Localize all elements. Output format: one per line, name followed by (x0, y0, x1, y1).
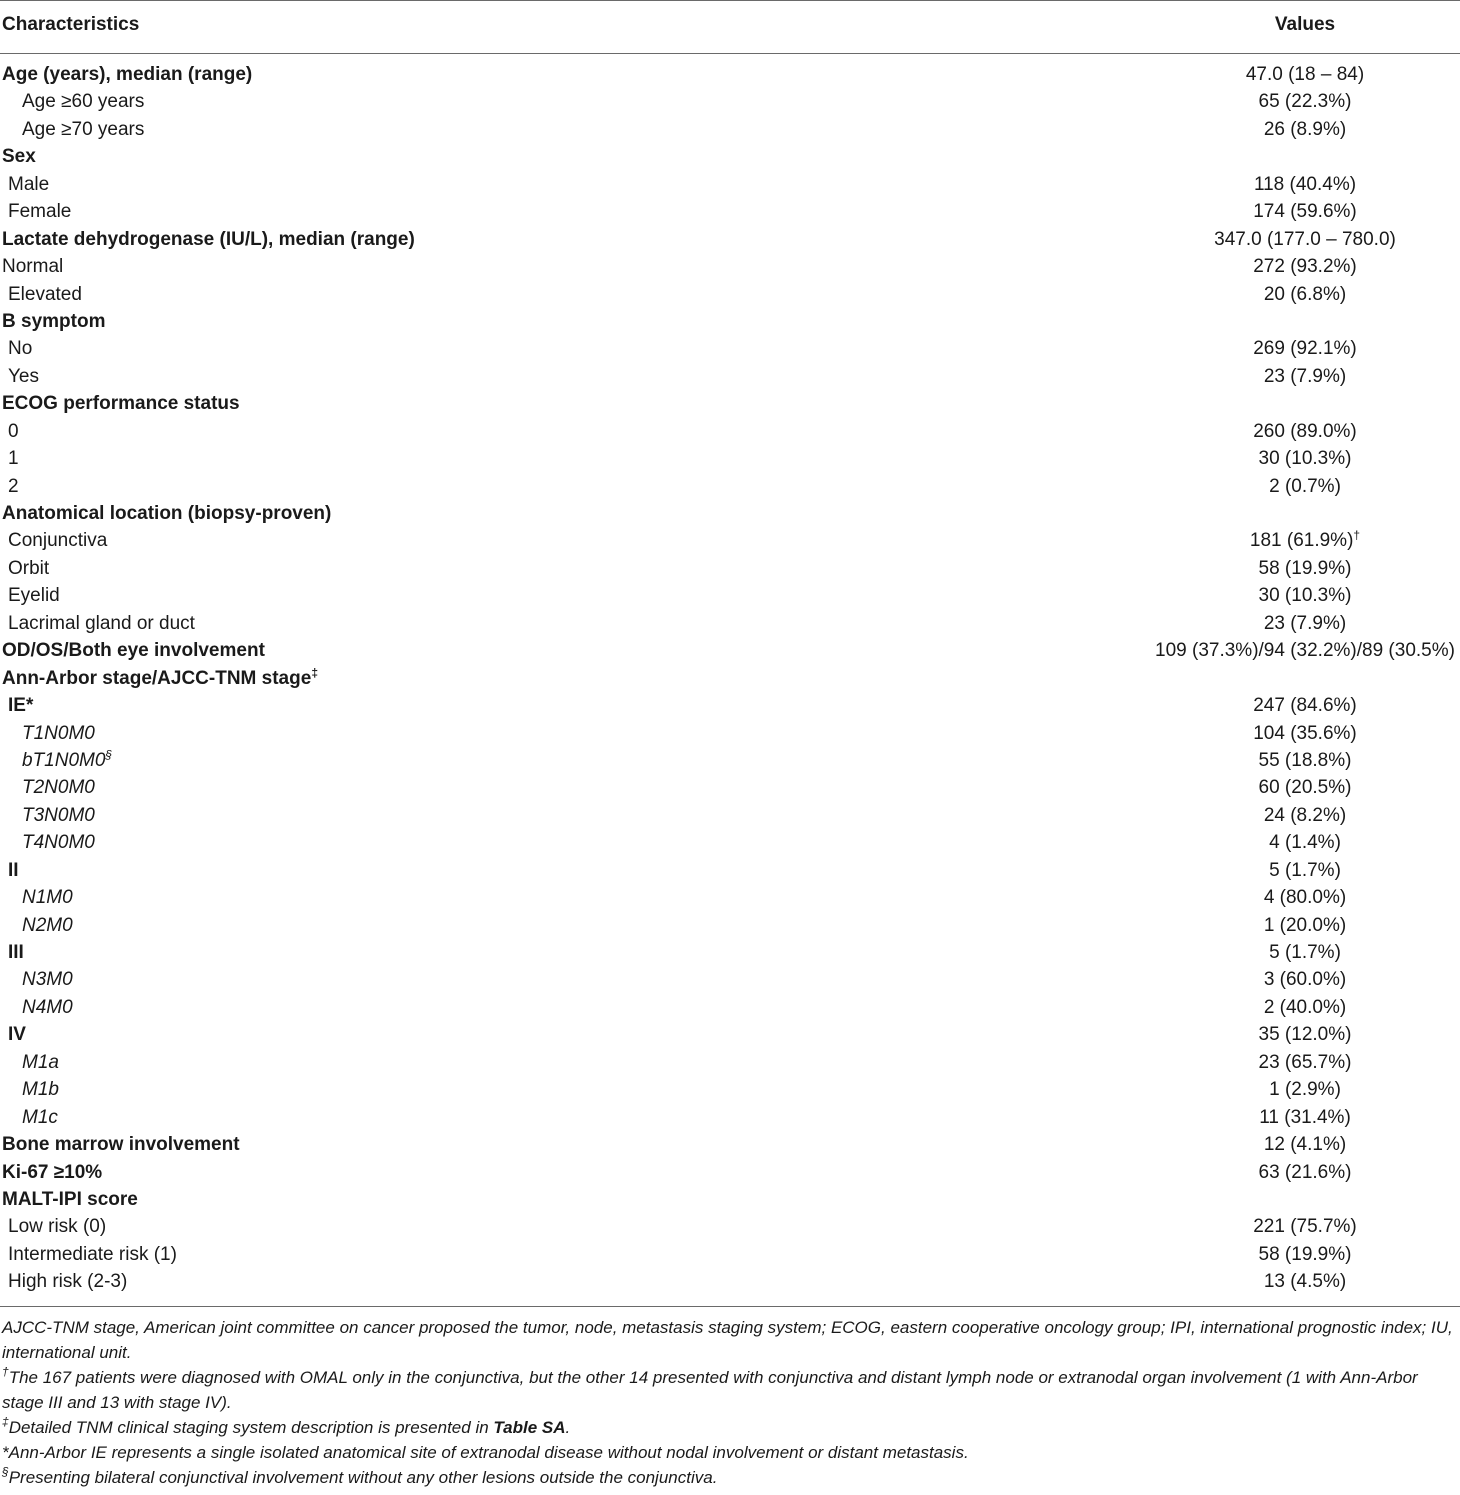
table-row (0, 1104, 1460, 1131)
row-value (1130, 1268, 1460, 1295)
row-value (1130, 445, 1460, 472)
row-label (22, 747, 112, 774)
footnote-abbreviations: AJCC-TNM stage, American joint committee on cancer proposed the tumor, node, metastasis staging system; ECOG, eastern cooperative oncology group; IPI, international prognostic index; IU, international unit. (2, 1318, 1453, 1362)
row-label-text: High risk (2-3) (8, 1271, 128, 1293)
row-label-text: Female (8, 201, 72, 223)
row-value (1130, 912, 1460, 939)
row-value-text: 23 (65.7%) (1258, 1051, 1352, 1073)
row-value (1130, 171, 1460, 198)
row-label-text: 0 (8, 420, 19, 442)
table-row (0, 308, 1460, 335)
table-row (0, 171, 1460, 198)
row-label (8, 1268, 127, 1295)
row-value (1130, 720, 1460, 747)
row-label-text: Sex (2, 146, 36, 168)
row-value (1130, 88, 1460, 115)
table-row (0, 253, 1460, 280)
row-label-text: III (8, 942, 24, 963)
row-value-text: 26 (8.9%) (1263, 118, 1347, 140)
row-value (1130, 418, 1460, 445)
table-row (0, 884, 1460, 911)
row-label-text: N1M0 (22, 887, 73, 909)
row-label (8, 171, 49, 198)
table-row (0, 226, 1460, 253)
table-row (0, 1159, 1460, 1186)
row-value (1130, 610, 1460, 637)
footnote-double-dagger-text: Detailed TNM clinical staging system description is presented in (8, 1418, 494, 1437)
row-label (22, 966, 73, 993)
table-row (0, 857, 1460, 884)
row-label-text: Age ≥70 years (22, 118, 145, 140)
row-value (1130, 1104, 1460, 1131)
table-row (0, 418, 1460, 445)
row-label (2, 1186, 138, 1213)
row-value-text: 269 (92.1%) (1253, 338, 1357, 360)
header-values: Values (1274, 14, 1336, 35)
row-value-text: 104 (35.6%) (1253, 722, 1357, 744)
row-value (1130, 994, 1460, 1021)
row-label-text: MALT-IPI score (2, 1188, 138, 1210)
row-value-text: 1 (20.0%) (1263, 914, 1347, 936)
row-label (2, 637, 265, 664)
table-row (0, 143, 1460, 170)
row-label (22, 720, 95, 747)
row-label-text: N4M0 (22, 996, 73, 1018)
row-label (8, 281, 82, 308)
row-label-text: Male (8, 173, 50, 195)
row-value (1130, 1049, 1460, 1076)
row-label (8, 335, 32, 362)
row-value-text: 35 (12.0%) (1258, 1024, 1352, 1046)
row-label (8, 198, 71, 225)
row-value-text: 30 (10.3%) (1258, 448, 1352, 470)
row-label (2, 226, 415, 253)
row-value (1130, 198, 1460, 225)
row-label (8, 1213, 106, 1240)
row-label-text: Eyelid (8, 585, 60, 607)
table-footnotes (2, 1315, 1458, 1490)
row-label (8, 418, 19, 445)
table-row (0, 802, 1460, 829)
footnote-double-dagger (2, 1415, 1458, 1440)
row-label-text: M1a (22, 1051, 59, 1073)
table-row (0, 335, 1460, 362)
row-value-text: 118 (40.4%) (1253, 173, 1357, 195)
row-label-text: IE* (8, 695, 34, 717)
row-value-text: 4 (1.4%) (1269, 832, 1341, 854)
row-label-text: Low risk (0) (8, 1216, 107, 1238)
row-label (8, 857, 19, 884)
row-label (8, 527, 107, 554)
table-row (0, 774, 1460, 801)
row-label-text: Bone marrow involvement (2, 1134, 240, 1156)
row-label-text: II (8, 859, 19, 881)
row-value (1130, 473, 1460, 500)
row-label (2, 143, 36, 170)
row-label-text: Age (years), median (range) (2, 64, 253, 85)
row-value-text: 63 (21.6%) (1258, 1161, 1352, 1183)
row-label (22, 884, 73, 911)
table-row (0, 500, 1460, 527)
row-label (8, 1241, 177, 1268)
footnote-section-text: Presenting bilateral conjunctival involvement without any other lesions outside the conjunctiva. (8, 1468, 718, 1487)
row-value (1130, 1241, 1460, 1268)
table-row (0, 281, 1460, 308)
row-value (1130, 1076, 1460, 1103)
section-mark: § (2, 1465, 9, 1479)
row-label-text: Lactate dehydrogenase (IU/L), median (range) (2, 228, 415, 250)
row-value (1130, 582, 1460, 609)
footnote-asterisk: *Ann-Arbor IE represents a single isolated anatomical site of extranodal disease without nodal involvement or distant metastasis. (2, 1443, 969, 1462)
row-label-text: T3N0M0 (22, 804, 95, 826)
row-label-text: 1 (8, 448, 19, 470)
table-row (0, 912, 1460, 939)
table-row (0, 390, 1460, 417)
row-label-text: Ann-Arbor stage/AJCC-TNM stage (2, 667, 312, 689)
table-row (0, 1131, 1460, 1158)
footnote-dagger (2, 1365, 1458, 1415)
table-row (0, 1213, 1460, 1240)
table-header-row (0, 12, 1460, 42)
row-label-text: Ki-67 ≥10% (2, 1161, 103, 1183)
row-label-text: T2N0M0 (22, 777, 95, 799)
row-label (8, 555, 49, 582)
row-value-text: 20 (6.8%) (1263, 283, 1347, 305)
row-value (1130, 802, 1460, 829)
row-label-text: N3M0 (22, 969, 73, 991)
row-value-text: 260 (89.0%) (1253, 420, 1357, 442)
row-value-text: 109 (37.3%)/94 (32.2%)/89 (30.5%) (1155, 640, 1455, 662)
row-label-text: M1c (22, 1106, 58, 1128)
row-label (22, 802, 95, 829)
row-value (1130, 1213, 1460, 1240)
row-label-text: Conjunctiva (8, 530, 108, 552)
row-label (2, 1159, 102, 1186)
row-value-text: 58 (19.9%) (1258, 1243, 1352, 1265)
row-label (2, 308, 105, 335)
table-row (0, 1049, 1460, 1076)
row-label-text: 2 (8, 475, 19, 497)
row-value (1130, 939, 1460, 966)
row-label (22, 88, 144, 115)
row-value-text: 2 (0.7%) (1269, 475, 1341, 497)
table-row (0, 939, 1460, 966)
row-label (22, 829, 95, 856)
row-value (1130, 61, 1460, 88)
row-label (8, 692, 33, 719)
row-value (1130, 966, 1460, 993)
table-bottom-rule (0, 1306, 1460, 1307)
row-value (1130, 774, 1460, 801)
row-label-text: M1b (22, 1079, 59, 1101)
row-value (1130, 829, 1460, 856)
row-label (22, 994, 73, 1021)
row-value (1130, 555, 1460, 582)
row-label-text: T4N0M0 (22, 832, 95, 854)
row-value-text: 5 (1.7%) (1269, 942, 1341, 963)
header-characteristics: Characteristics (2, 14, 140, 35)
row-label (2, 1131, 240, 1158)
row-value-text: 12 (4.1%) (1263, 1134, 1347, 1156)
row-label (8, 582, 60, 609)
row-label-text: Lacrimal gland or duct (8, 612, 195, 634)
row-value (1130, 692, 1460, 719)
row-label-text: IV (8, 1024, 26, 1046)
row-value (1130, 884, 1460, 911)
row-value-text: 3 (60.0%) (1263, 969, 1347, 991)
table-row (0, 363, 1460, 390)
row-label-text: Anatomical location (biopsy-proven) (2, 503, 332, 524)
row-value (1130, 363, 1460, 390)
row-value-text: 2 (40.0%) (1263, 996, 1347, 1018)
row-value-text: 60 (20.5%) (1258, 777, 1352, 799)
table-row (0, 1021, 1460, 1048)
row-label (8, 1021, 26, 1048)
row-value-text: 1 (2.9%) (1269, 1079, 1341, 1101)
row-value-text: 347.0 (177.0 – 780.0) (1214, 228, 1396, 250)
row-value-footnote-mark: † (1353, 528, 1361, 543)
table-row (0, 747, 1460, 774)
table-row (0, 610, 1460, 637)
row-value-text: 13 (4.5%) (1263, 1271, 1347, 1293)
row-value-text: 5 (1.7%) (1269, 859, 1341, 881)
table-row (0, 692, 1460, 719)
row-label (8, 939, 24, 966)
row-value (1130, 747, 1460, 774)
row-label-text: Normal (2, 256, 64, 278)
row-value-text: 58 (19.9%) (1258, 557, 1352, 579)
table-row (0, 720, 1460, 747)
row-label-text: B symptom (2, 310, 106, 332)
table-header-rule (0, 53, 1460, 54)
row-value-text: 11 (31.4%) (1259, 1106, 1351, 1128)
row-label (22, 912, 73, 939)
row-label (8, 473, 19, 500)
row-value-text: 24 (8.2%) (1263, 804, 1347, 826)
row-value (1130, 253, 1460, 280)
row-value-text: 247 (84.6%) (1253, 695, 1357, 717)
table-row (0, 665, 1460, 692)
row-label (8, 610, 195, 637)
row-label (22, 1049, 59, 1076)
row-value (1130, 116, 1460, 143)
table-row (0, 829, 1460, 856)
row-label (8, 445, 19, 472)
row-value-text: 47.0 (18 – 84) (1245, 64, 1365, 85)
row-value (1130, 1021, 1460, 1048)
table-row (0, 1186, 1460, 1213)
row-label-text: ECOG performance status (2, 393, 240, 415)
table-row (0, 61, 1460, 88)
footnote-double-dagger-end: . (565, 1418, 571, 1437)
table-row (0, 198, 1460, 225)
row-value (1130, 857, 1460, 884)
table-sa-link[interactable]: Table SA (493, 1418, 566, 1437)
table-row (0, 473, 1460, 500)
footnote-section (2, 1465, 1458, 1490)
row-value-text: 23 (7.9%) (1263, 365, 1347, 387)
row-value-text: 181 (61.9%) (1249, 530, 1354, 552)
row-label-text: N2M0 (22, 914, 73, 936)
row-label (2, 665, 318, 692)
table-row (0, 527, 1460, 554)
table-row (0, 1241, 1460, 1268)
table-row (0, 445, 1460, 472)
table-row (0, 637, 1460, 664)
row-value (1130, 281, 1460, 308)
row-value-text: 4 (80.0%) (1263, 887, 1347, 909)
row-value-text: 30 (10.3%) (1258, 585, 1352, 607)
row-label-text: Intermediate risk (1) (8, 1243, 177, 1265)
table-row (0, 116, 1460, 143)
row-value-text: 23 (7.9%) (1263, 612, 1347, 634)
table-top-rule (0, 0, 1460, 1)
table-row (0, 994, 1460, 1021)
row-label-text: T1N0M0 (22, 722, 95, 744)
row-value (1130, 226, 1460, 253)
row-value (1130, 1131, 1460, 1158)
row-value-text: 272 (93.2%) (1253, 256, 1357, 278)
row-label-footnote-mark: ‡ (311, 665, 318, 680)
table-row (0, 88, 1460, 115)
row-label-text: bT1N0M0 (22, 749, 106, 771)
row-value-text: 221 (75.7%) (1253, 1216, 1357, 1238)
row-label (2, 390, 240, 417)
dagger-mark: † (2, 1365, 9, 1379)
row-label (2, 253, 63, 280)
table-row (0, 1076, 1460, 1103)
table-body (0, 61, 1460, 1296)
footnote-dagger-text: The 167 patients were diagnosed with OMAL only in the conjunctiva, but the other 14 presented with conjunctiva and distant lymph node or extranodal organ involvement (1 with Ann-Arbor stage III and 13 with stage IV). (2, 1368, 1418, 1412)
table-row (0, 582, 1460, 609)
double-dagger-mark: ‡ (2, 1415, 9, 1429)
table-row (0, 555, 1460, 582)
row-label (22, 116, 144, 143)
row-label-text: Age ≥60 years (22, 91, 145, 113)
row-value-text: 65 (22.3%) (1258, 91, 1352, 113)
row-label-text: Elevated (8, 283, 82, 305)
row-label (2, 61, 252, 88)
table-row (0, 1268, 1460, 1295)
row-label (2, 500, 331, 527)
row-label (22, 1076, 59, 1103)
row-value-text: 174 (59.6%) (1253, 201, 1357, 223)
row-label (22, 774, 95, 801)
row-label-text: Orbit (8, 557, 50, 579)
row-value-text: 55 (18.8%) (1258, 749, 1352, 771)
row-value (1130, 335, 1460, 362)
row-label-text: OD/OS/Both eye involvement (2, 640, 265, 662)
table-row (0, 966, 1460, 993)
row-value (1130, 1159, 1460, 1186)
row-label (22, 1104, 58, 1131)
row-label-text: Yes (8, 365, 39, 387)
row-value (1130, 637, 1460, 664)
row-label-text: No (8, 338, 33, 360)
row-label (8, 363, 39, 390)
row-label-footnote-mark: § (105, 747, 113, 762)
row-value (1130, 527, 1460, 554)
